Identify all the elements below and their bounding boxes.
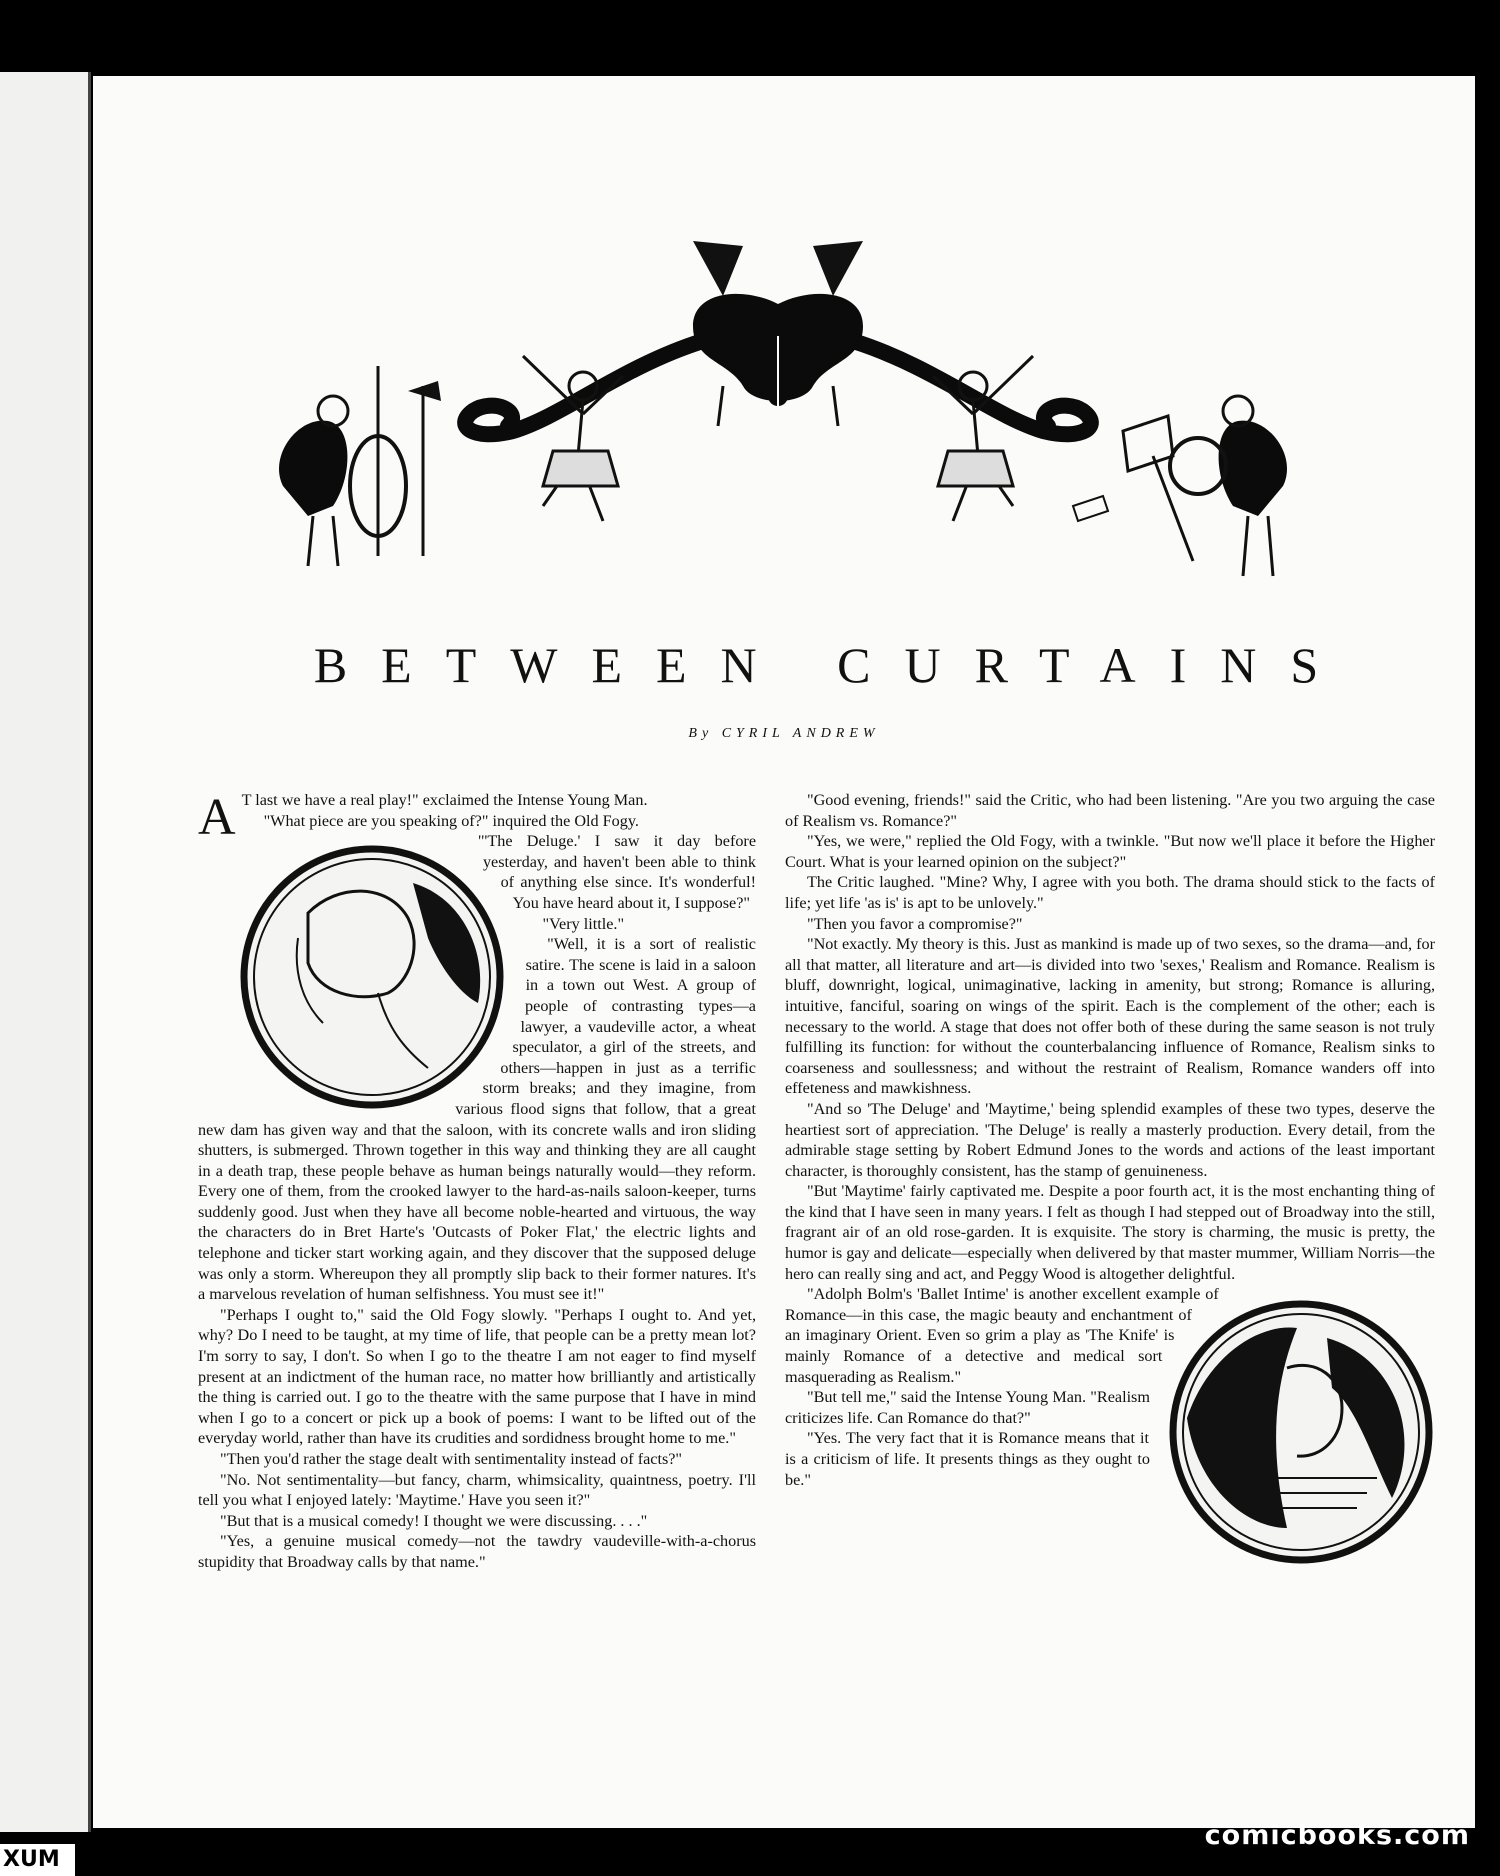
left-ribbon [465, 341, 703, 434]
paragraph: "Perhaps I ought to," said the Old Fogy slowly. "Perhaps I ought to. And yet, why? Do I need to be taught, at my time of life, that people can be a pretty mean lot? I'm sorry to say, I don't. So when I go to the theatre I am not eager to find myself present at an indictment of the human race, no matter how brilliantly and artistically the thing is carried out. I go to the theatre with the same purpose that I have in mind when I go to a concert or pick up a book of poems: I want to be lifted out of the everyday world, rather than have its crudities and sordidness brought home to me." [198, 1305, 756, 1448]
article-byline: By CYRIL ANDREW [688, 726, 880, 741]
paragraph: "And so 'The Deluge' and 'Maytime,' being splendid examples of these two types, deserve the heartiest sort of appreciation. 'The Deluge' is really a masterly production. Every detail, from the admirable stage setting by Robert Edmund Jones to the words and actions of the least important character, is thoroughly consistent, has the stamp of genuineness. [785, 1099, 1435, 1180]
paragraph: T last we have a real play!" exclaimed the Intense Young Man. [241, 791, 648, 809]
header-illustration [223, 186, 1343, 586]
paragraph: "Well, it is a sort of realistic satire. The scene is laid in a saloon in a town out West. A group of people of contrasting types—a lawyer, a vaudeville actor, a wheat speculator, a girl of the streets, and others—happen in just as a terrific storm breaks; and they imagine, from various flood signs that follow, that a great new dam has given way and that the saloon, with its concrete walls and iron sliding shutters, is submerged. Thrown together in this way and thinking they are all caught in a death trap, these people behave as human beings naturally would—they reform. Every one of them, from the crooked lawyer to the hard-as-nails saloon-keeper, turns suddenly good. Just when they have all become noble-hearted and virtuous, the way the characters do in Bret Harte's 'Outcasts of Poker Flat,' the electric lights and telephone and ticker start working again, and they discover that the supposed deluge was only a storm. Whereupon they all promptly slip back to their former natures. It's a marvelous revelation of human selfishness. You must see it!" [198, 935, 756, 1304]
paragraph: "Yes. The very fact that it is Romance means that it is a criticism of life. It presents things as they ought to be." [785, 1429, 1150, 1489]
paragraph: "Yes, we were," replied the Old Fogy, with a twinkle. "But now we'll place it before the Higher Court. What is your learned opinion on the subject?" [785, 832, 1435, 871]
paragraph: "Very little." [542, 914, 625, 933]
paragraph: "Then you'd rather the stage dealt with sentimentality instead of facts?" [220, 1450, 683, 1468]
paragraph: "But tell me," said the Intense Young Man. "Realism criticizes life. Can Romance do that?" [785, 1388, 1150, 1427]
article-column-right [785, 790, 1435, 1572]
paragraph: "Not exactly. My theory is this. Just as mankind is made up of two sexes, so the drama—and, for all that matter, all literature and art—is divided into two 'sexes,' Realism and Romance. Realism is bluff, downright, logical, unimaginative, lacking in amenity, but strong; Romance is alluring, intuitive, fanciful, soaring on wings of the spirit. Each is the complement of the other; each is necessary to the world. A stage that does not offer both of these during the same season is not truly fulfilling its function: for without the counterbalancing influence of Romance, Realism sinks to coarseness and soullessness; and without the restraint of Realism, Romance wanders off into effeteness and mawkishness. [785, 935, 1435, 1098]
theatre-mask-centerpiece [693, 241, 863, 426]
scan-tag: XUM [0, 1844, 75, 1876]
paragraph: "Then you favor a compromise?" [807, 914, 1023, 933]
cellist-figure [279, 366, 441, 566]
horn-player-figure [1073, 396, 1287, 576]
article-title: BETWEEN CURTAINS [313, 637, 1353, 693]
paragraph: "But 'Maytime' fairly captivated me. Despite a poor fourth act, it is the most enchanting thing of the kind that I have seen in many years. I felt as though I had stepped out of Broadway into the still, fragrant air of an old rose-garden. It is exquisite. The story is charming, the music is pretty, the humor is gay and delicate—especially when delivered by that master mummer, William Norris—the hero can really sing and act, and Peggy Wood is altogether delightful. [785, 1182, 1435, 1283]
paragraph: "But that is a musical comedy! I thought we were discussing. . . ." [220, 1511, 648, 1530]
paragraph: "Good evening, friends!" said the Critic, who had been listening. "Are you two arguing the case of Realism vs. Romance?" [785, 791, 1435, 830]
portrait-illustration-couple [1167, 1298, 1435, 1566]
drop-cap: A [198, 789, 236, 846]
paragraph: "No. Not sentimentality—but fancy, charm, whimsicality, quaintness, poetry. I'll tell you what I enjoyed lately: 'Maytime.' Have you seen it?" [198, 1470, 756, 1510]
portrait-illustration-woman [238, 843, 506, 1111]
article-column-left [198, 790, 756, 1573]
adjacent-page-edge [0, 72, 91, 1832]
paragraph: "'The Deluge.' I saw it day before yesterday, and haven't been able to think of anything else since. It's wonderful! You have heard about it, I suppose?" [477, 832, 756, 912]
paragraph: "What piece are you speaking of?" inquired the Old Fogy. [263, 811, 639, 830]
site-watermark: comicbooks.com [1204, 1820, 1470, 1851]
paragraph: The Critic laughed. "Mine? Why, I agree with you both. The drama should stick to the facts of life; yet life 'as is' is apt to be unlovely." [785, 873, 1435, 912]
magazine-page [93, 76, 1475, 1828]
paragraph: "Adolph Bolm's 'Ballet Intime' is another excellent example of Romance—in this case, the magic beauty and enchantment of an imaginary Orient. Even so grim a play as 'The Knife' is mainly Romance of a detective and medical sort masquerading as Realism." [785, 1285, 1219, 1386]
right-ribbon [853, 341, 1091, 434]
paragraph: "Yes, a genuine musical comedy—not the tawdry vaudeville-with-a-chorus stupidity that Broadway calls by that name." [198, 1532, 756, 1571]
